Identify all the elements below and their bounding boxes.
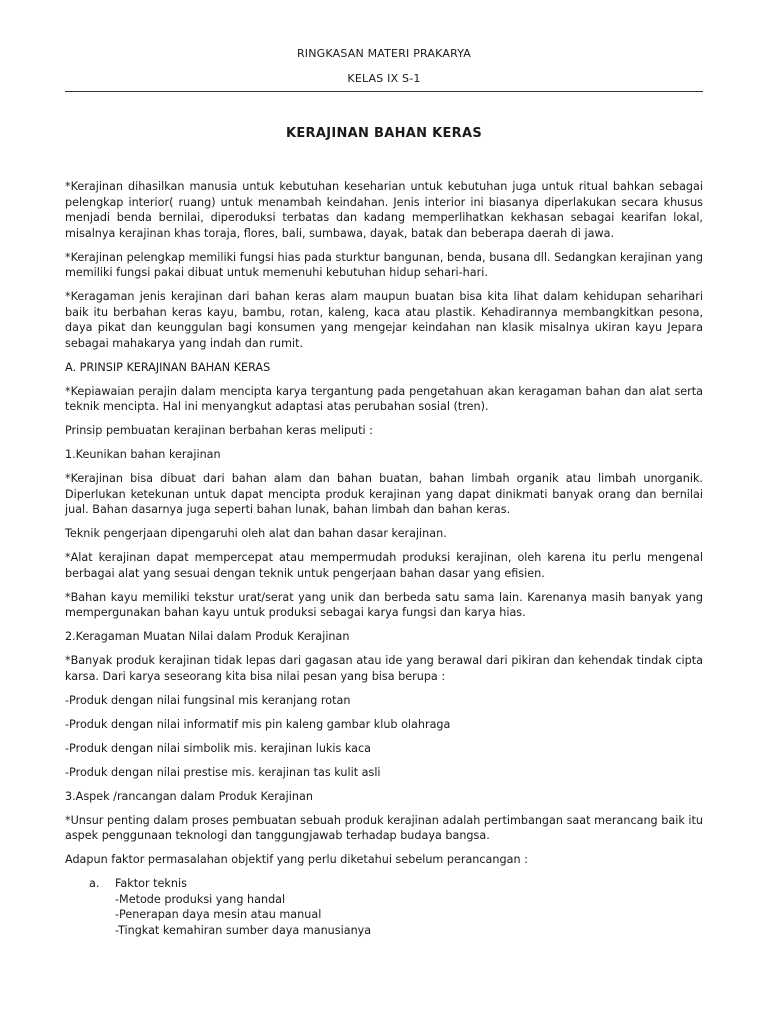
paragraph: *Alat kerajinan dapat mempercepat atau mempermudah produksi kerajinan, oleh karena itu perlu mengenal berbagai alat yang sesuai dengan teknik untuk pengerjaan bahan dasar yang efisien. bbox=[65, 551, 703, 580]
paragraph: Prinsip pembuatan kerajinan berbahan keras meliputi : bbox=[65, 424, 373, 437]
paragraph: *Kerajinan pelengkap memiliki fungsi hias pada sturktur bangunan, benda, busana dll. Sedangkan kerajinan yang memiliki fungsi pakai dibuat untuk memenuhi kebutuhan hidup sehari-hari. bbox=[65, 250, 703, 279]
factor-list bbox=[65, 876, 703, 938]
list-subitem: -Tingkat kemahiran sumber daya manusianya bbox=[115, 923, 372, 937]
page-title: KERAJINAN BAHAN KERAS bbox=[285, 126, 483, 141]
section-heading: A. PRINSIP KERAJINAN BAHAN KERAS bbox=[65, 360, 271, 374]
subsection-heading: 3.Aspek /rancangan dalam Produk Kerajinan bbox=[65, 789, 313, 803]
list-item-heading: Faktor teknis bbox=[115, 877, 187, 890]
paragraph: *Kerajinan dihasilkan manusia untuk kebutuhan keseharian untuk kebutuhan juga untuk ritual bahkan sebagai pelengkap interior( ruang) untuk menambah keindahan. Jenis interior ini biasanya diperlakukan secara khusus menjadi benda bernilai, diperoduksi terbatas dan kadang memperlihatkan kekhasan sebagai kearifan lokal, misalnya kerajinan khas toraja, flores, bali, sumbawa, dayak, batak dan beberapa daerah di jawa. bbox=[65, 180, 703, 240]
subsection-heading: 2.Keragaman Muatan Nilai dalam Produk Kerajinan bbox=[65, 630, 350, 643]
paragraph: Adapun faktor permasalahan objektif yang perlu diketahui sebelum perancangan : bbox=[65, 853, 528, 866]
list-line: -Produk dengan nilai simbolik mis. kerajinan lukis kaca bbox=[65, 741, 372, 755]
paragraph: *Bahan kayu memiliki tekstur urat/serat yang unik dan berbeda satu sama lain. Karenanya masih banyak yang mempergunakan bahan kayu untuk produksi sebagai karya fungsi dan karya hias. bbox=[65, 590, 703, 619]
header-divider bbox=[65, 91, 703, 92]
paragraph: *Kepiawaian perajin dalam mencipta karya tergantung pada pengetahuan akan keragaman bahan dan alat serta teknik mencipta. Hal ini menyangkut adaptasi atas perubahan sosial (tren). bbox=[65, 384, 703, 413]
list-line: -Produk dengan nilai fungsinal mis keranjang rotan bbox=[65, 693, 351, 707]
list-subitem: -Metode produksi yang handal bbox=[115, 892, 286, 906]
subsection-heading: 1.Keunikan bahan kerajinan bbox=[65, 448, 221, 461]
header-subject: RINGKASAN MATERI PRAKARYA bbox=[296, 47, 472, 60]
list-item-content bbox=[113, 876, 371, 938]
document-body bbox=[65, 179, 703, 938]
list-line: -Produk dengan nilai informatif mis pin kaleng gambar klub olahraga bbox=[65, 717, 451, 731]
paragraph: Teknik pengerjaan dipengaruhi oleh alat dan bahan dasar kerajinan. bbox=[65, 527, 447, 540]
list-subitem: -Penerapan daya mesin atau manual bbox=[115, 908, 322, 921]
paragraph: *Unsur penting dalam proses pembuatan sebuah produk kerajinan adalah pertimbangan saat merancang baik itu aspek penggunaan teknologi dan tanggungjawab terhadap budaya bangsa. bbox=[65, 813, 703, 842]
list-line: -Produk dengan nilai prestise mis. kerajinan tas kulit asli bbox=[65, 765, 381, 779]
list-item bbox=[65, 876, 703, 938]
paragraph: *Keragaman jenis kerajinan dari bahan keras alam maupun buatan bisa kita lihat dalam kehidupan seharihari baik itu berbahan keras kayu, bambu, rotan, kaleng, kaca atau plastik. Kehadirannya membangkitkan pesona, daya pikat dan keunggulan bagi konsumen yang mengejar keindahan nan klasik misalnya ukiran kayu Jepara sebagai mahakarya yang indah dan rumit. bbox=[65, 290, 703, 350]
paragraph: *Banyak produk kerajinan tidak lepas dari gagasan atau ide yang berawal dari pikiran dan kehendak tindak cipta karsa. Dari karya seseorang kita bisa nilai pesan yang bisa berupa : bbox=[65, 654, 703, 683]
header-class: KELAS IX S-1 bbox=[347, 72, 421, 85]
list-marker: a. bbox=[89, 877, 100, 890]
paragraph: *Kerajinan bisa dibuat dari bahan alam dan bahan buatan, bahan limbah organik atau limbah unorganik. Diperlukan ketekunan untuk dapat mencipta produk kerajinan yang dapat dinikmati banyak orang dan bernilai jual. Bahan dasarnya juga seperti bahan lunak, bahan limbah dan bahan keras. bbox=[65, 472, 703, 516]
